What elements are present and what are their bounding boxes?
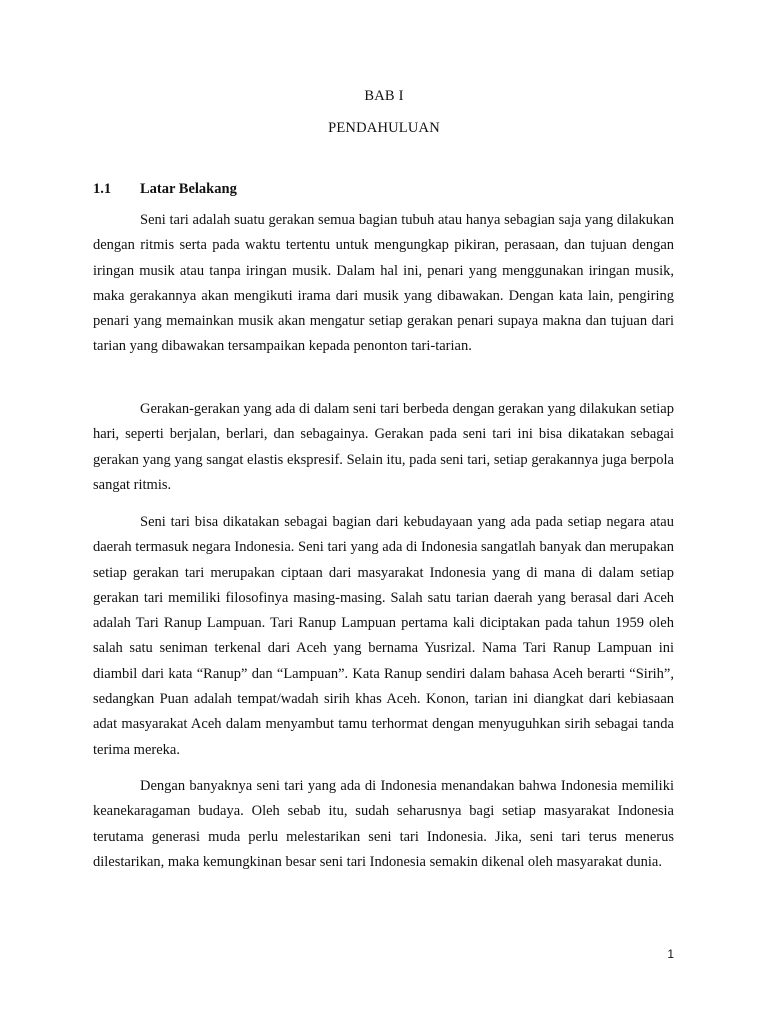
section-heading: [93, 181, 237, 198]
paragraph: Seni tari adalah suatu gerakan semua bagian tubuh atau hanya sebagian saja yang dilakukan dengan ritmis serta pada waktu tertentu untuk mengungkap pikiran, perasaan, dan tujuan dengan iringan musik atau tanpa iringan musik. Dalam hal ini, penari yang menggunakan iringan musik, maka gerakannya akan mengikuti irama dari musik yang dibawakan. Dengan kata lain, pengiring penari yang memainkan musik akan mengatur setiap gerakan penari supaya makna dan tujuan dari tarian yang dibawakan tersampaikan kepada penonton tari-tarian.: [93, 212, 674, 355]
section-title: Latar Belakang: [140, 181, 237, 197]
page-number: 1: [667, 947, 674, 961]
chapter-title: PENDAHULUAN: [328, 120, 440, 136]
chapter-number: BAB I: [364, 88, 404, 104]
paragraph: Dengan banyaknya seni tari yang ada di Indonesia menandakan bahwa Indonesia memiliki keanekaragaman budaya. Oleh sebab itu, sudah seharusnya bagi setiap masyarakat Indonesia terutama generasi muda perlu melestarikan seni tari Indonesia. Jika, seni tari terus menerus dilestarikan, maka kemungkinan besar seni tari Indonesia semakin dikenal oleh masyarakat dunia.: [93, 778, 674, 870]
paragraph: Seni tari bisa dikatakan sebagai bagian dari kebudayaan yang ada pada setiap negara atau daerah termasuk negara Indonesia. Seni tari yang ada di Indonesia sangatlah banyak dan merupakan setiap gerakan tari merupakan ciptaan dari masyarakat Indonesia yang di mana di dalam setiap gerakan tari memiliki filosofinya masing-masing. Salah satu tarian daerah yang berasal dari Aceh adalah Tari Ranup Lampuan. Tari Ranup Lampuan pertama kali diciptakan pada tahun 1959 oleh salah satu seniman terkenal dari Aceh yang bernama Yusrizal. Nama Tari Ranup Lampuan ini diambil dari kata “Ranup” dan “Lampuan”. Kata Ranup sendiri dalam bahasa Aceh berarti “Sirih”, sedangkan Puan adalah tempat/wadah sirih khas Aceh. Konon, tarian ini diangkat dari kebiasaan adat masyarakat Aceh dalam menyambut tamu terhormat dengan menyuguhkan sirih sebagai tanda terima mereka.: [93, 514, 674, 758]
section-number: 1.1: [93, 181, 112, 197]
paragraph: Gerakan-gerakan yang ada di dalam seni tari berbeda dengan gerakan yang dilakukan setiap hari, seperti berjalan, berlari, dan sebagainya. Gerakan pada seni tari ini bisa dikatakan sebagai gerakan yang yang sangat elastis ekspresif. Selain itu, pada seni tari, setiap gerakannya juga berpola sangat ritmis.: [93, 401, 674, 493]
